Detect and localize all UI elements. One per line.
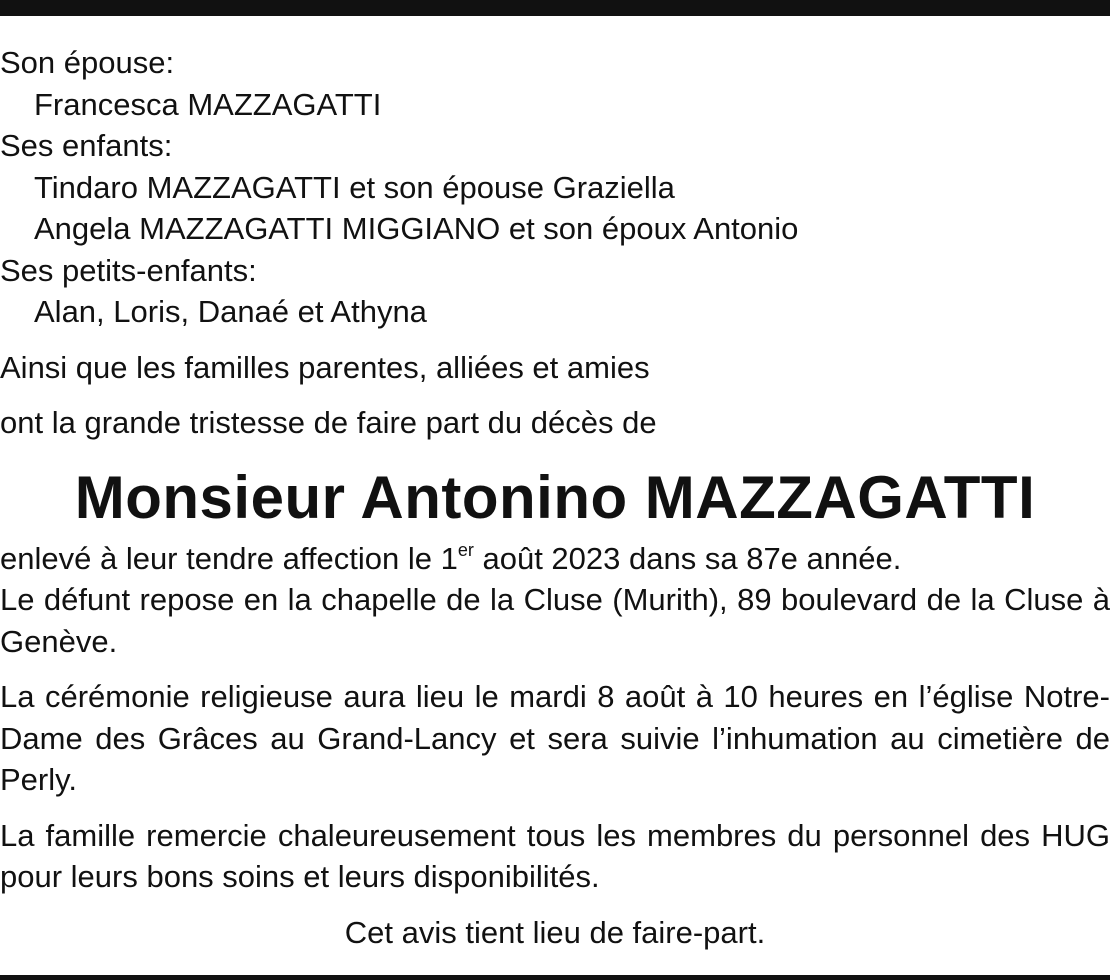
children-label: Ses enfants: xyxy=(0,128,173,163)
thanks-paragraph: La famille remercie chaleureusement tous les membres du personnel des HUG pour leurs bons soins et leurs disponibilités. xyxy=(0,817,1110,894)
spouse-name: Francesca MAZZAGATTI xyxy=(34,86,382,122)
passing-text-end: août 2023 dans sa 87e année. xyxy=(473,540,902,576)
passing-text: enlevé à leur tendre affection le 1 xyxy=(0,540,458,576)
relatives-line: Ainsi que les familles parentes, alliées et amies xyxy=(0,349,650,385)
closing-line: Cet avis tient lieu de faire-part. xyxy=(344,914,766,950)
grandchildren-names: Alan, Loris, Danaé et Athyna xyxy=(34,294,427,329)
child-entry: Angela MAZZAGATTI MIGGIANO et son époux Antonio xyxy=(34,211,799,246)
child-entry: Tindaro MAZZAGATTI et son épouse Graziella xyxy=(34,169,675,205)
passing-line xyxy=(0,538,1110,580)
top-rule xyxy=(0,0,1110,16)
ordinal-suffix: er xyxy=(457,539,474,560)
deceased-name: Monsieur Antonino MAZZAGATTI xyxy=(74,463,1036,531)
spouse-label: Son épouse: xyxy=(0,45,175,80)
resting-place-paragraph: Le défunt repose en la chapelle de la Cluse (Murith), 89 boulevard de la Cluse à Genève. xyxy=(0,582,1110,659)
obituary-notice xyxy=(0,42,1110,953)
bottom-rule xyxy=(0,975,1110,980)
intro-line: ont la grande tristesse de faire part du décès de xyxy=(0,405,657,440)
ceremony-paragraph: La cérémonie religieuse aura lieu le mardi 8 août à 10 heures en l’église Notre-Dame des Grâces au Grand-Lancy et sera suivie l’inhumation au cimetière de Perly. xyxy=(0,679,1110,797)
grandchildren-label: Ses petits-enfants: xyxy=(0,252,257,288)
